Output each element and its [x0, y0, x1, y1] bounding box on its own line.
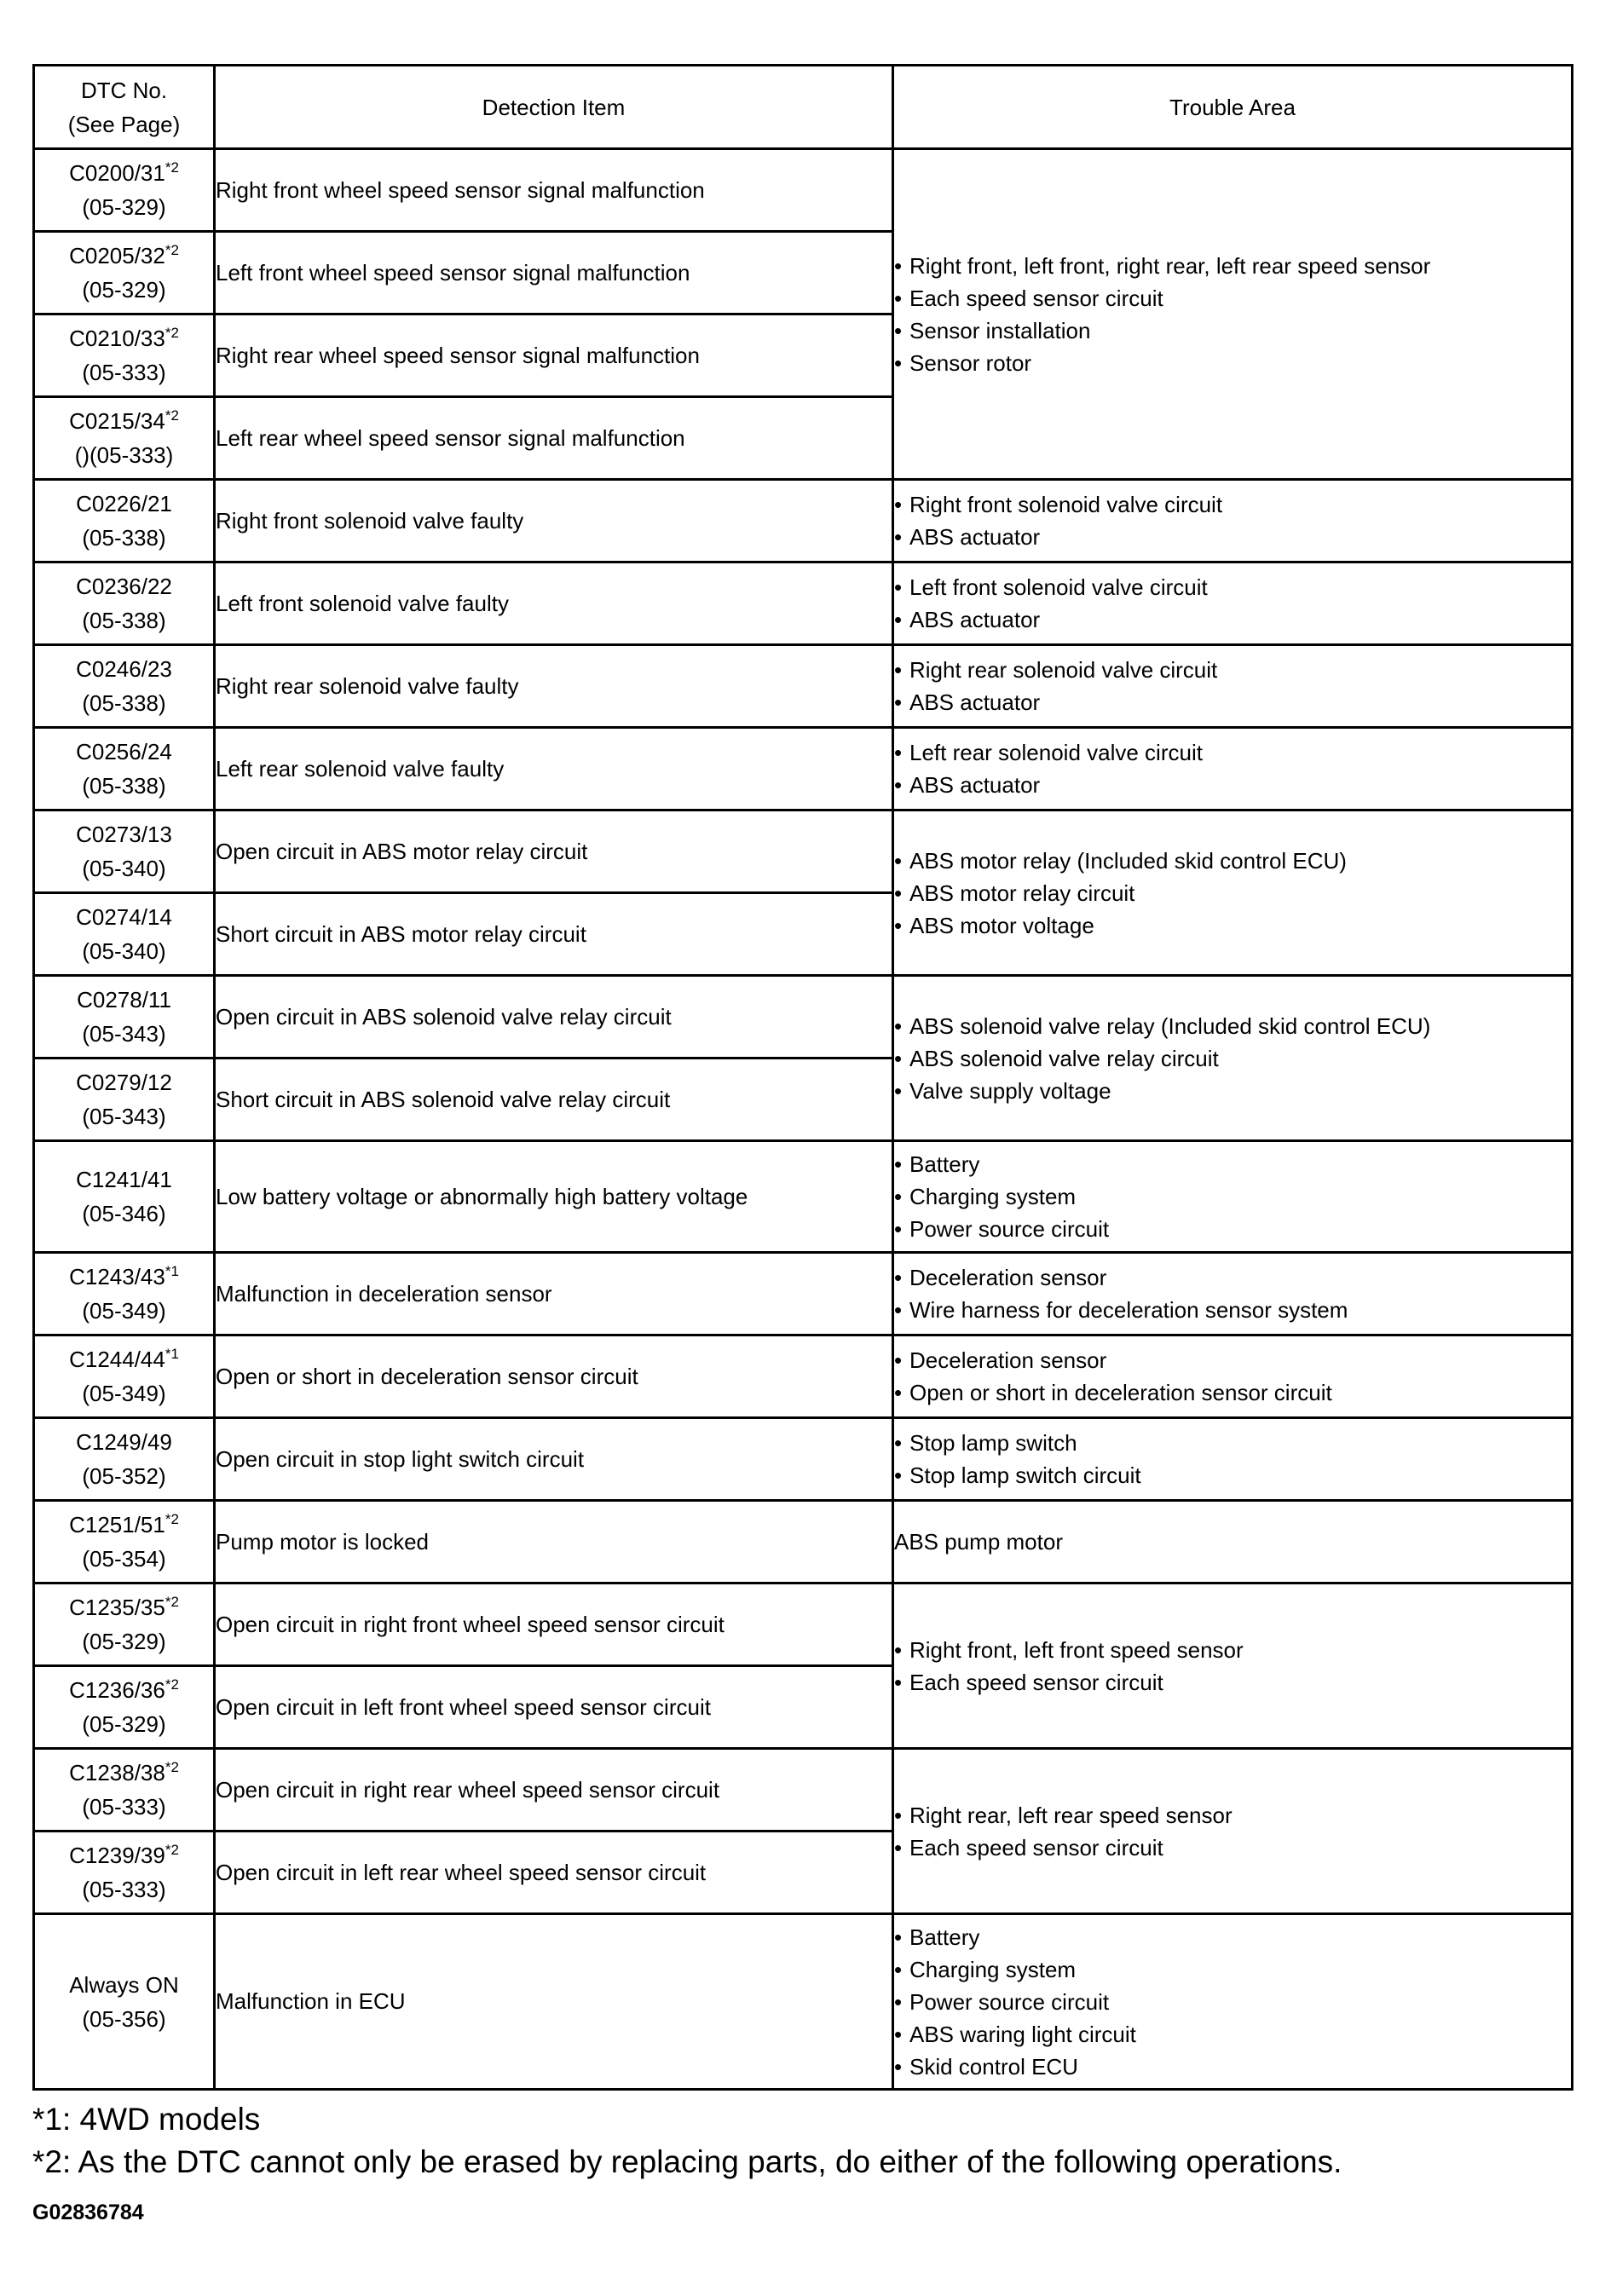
- see-page-ref: ()(05-333): [74, 442, 174, 468]
- table-row: [34, 1253, 1573, 1335]
- trouble-area-list: [894, 1799, 1571, 1864]
- detection-item-cell: Short circuit in ABS motor relay circuit: [215, 893, 893, 976]
- see-page-ref: (05-354): [82, 1546, 166, 1572]
- dtc-code-text: C1241/41: [76, 1167, 172, 1192]
- trouble-area-item: • ABS motor relay (Included skid control ECU): [894, 845, 1571, 877]
- see-page-ref: (05-340): [82, 856, 166, 881]
- trouble-area-item: • Left rear solenoid valve circuit: [894, 736, 1571, 769]
- trouble-area-item: • Each speed sensor circuit: [894, 282, 1571, 314]
- trouble-area-list: [894, 488, 1571, 553]
- dtc-code-text: C0279/12: [76, 1070, 172, 1095]
- dtc-code-cell: [34, 893, 215, 976]
- trouble-area-item: • Skid control ECU: [894, 2051, 1571, 2083]
- trouble-area-item: • Stop lamp switch circuit: [894, 1459, 1571, 1491]
- detection-item-cell: Left rear wheel speed sensor signal malfunction: [215, 397, 893, 480]
- see-page-ref: (05-329): [82, 1629, 166, 1654]
- trouble-area-cell: [893, 1253, 1573, 1335]
- detection-item-cell: Left rear solenoid valve faulty: [215, 728, 893, 811]
- table-row: [34, 480, 1573, 562]
- trouble-area-item: • Left front solenoid valve circuit: [894, 571, 1571, 603]
- trouble-area-item: • Power source circuit: [894, 1986, 1571, 2018]
- footnotes: [32, 2098, 1342, 2184]
- table-row: [34, 1584, 1573, 1666]
- trouble-area-item: • Deceleration sensor: [894, 1261, 1571, 1294]
- see-page-ref: (05-338): [82, 773, 166, 799]
- dtc-code-cell: [34, 728, 215, 811]
- trouble-area-item: • Charging system: [894, 1953, 1571, 1986]
- dtc-code: [35, 1342, 213, 1376]
- see-page-ref: (05-343): [82, 1104, 166, 1129]
- see-page-ref: (05-349): [82, 1381, 166, 1406]
- see-page-ref: (05-333): [82, 360, 166, 385]
- footnote-marker: *2: [165, 1594, 179, 1610]
- detection-item-cell: Right front wheel speed sensor signal malfunction: [215, 149, 893, 232]
- table-row: [34, 811, 1573, 893]
- trouble-area-list: [894, 250, 1571, 379]
- dtc-code: [35, 1425, 213, 1459]
- see-page-ref: (05-338): [82, 690, 166, 716]
- figure-id: G02836784: [32, 2201, 144, 2224]
- trouble-area-list: [894, 1344, 1571, 1409]
- trouble-area-list: [894, 845, 1571, 942]
- footnote-marker: *2: [165, 1842, 179, 1858]
- footnote-marker: *2: [165, 407, 179, 424]
- trouble-area-item: • Deceleration sensor: [894, 1344, 1571, 1376]
- trouble-area-list: [894, 1148, 1571, 1245]
- see-page-ref: (05-329): [82, 1711, 166, 1737]
- detection-item-cell: Open circuit in left front wheel speed sensor circuit: [215, 1666, 893, 1749]
- dtc-code-cell: [34, 1335, 215, 1418]
- trouble-area-item: • Power source circuit: [894, 1213, 1571, 1245]
- dtc-code-text: C1243/43: [69, 1264, 165, 1289]
- table-row: [34, 1335, 1573, 1418]
- trouble-area-cell: [893, 1418, 1573, 1501]
- dtc-code-text: C0205/32: [69, 243, 165, 268]
- dtc-code-cell: [34, 1832, 215, 1914]
- trouble-area-item: • Valve supply voltage: [894, 1075, 1571, 1107]
- table-row: [34, 1749, 1573, 1832]
- dtc-code: [35, 156, 213, 190]
- trouble-area-item: • Right front, left front, right rear, left rear speed sensor: [894, 250, 1571, 282]
- dtc-code: [35, 900, 213, 934]
- dtc-code: [35, 817, 213, 851]
- dtc-code-text: C0278/11: [77, 987, 171, 1012]
- table-row: [34, 976, 1573, 1059]
- dtc-code-text: Always ON: [69, 1971, 179, 1998]
- trouble-area-list: [894, 1634, 1571, 1699]
- dtc-code: [35, 321, 213, 355]
- dtc-code-text: C0210/33: [69, 326, 165, 351]
- trouble-area-list: [894, 1010, 1571, 1107]
- trouble-area-cell: [893, 1914, 1573, 2090]
- detection-item-cell: Open circuit in left rear wheel speed sensor circuit: [215, 1832, 893, 1914]
- dtc-code: [35, 1968, 213, 2002]
- dtc-code: [35, 983, 213, 1017]
- dtc-code-text: C0246/23: [76, 656, 172, 682]
- trouble-area-item: • ABS actuator: [894, 686, 1571, 718]
- detection-item-cell: Malfunction in ECU: [215, 1914, 893, 2090]
- trouble-area-item: • Wire harness for deceleration sensor system: [894, 1294, 1571, 1326]
- trouble-area-cell: [893, 480, 1573, 562]
- dtc-code-text: C0274/14: [76, 904, 172, 930]
- table-row: [34, 562, 1573, 645]
- dtc-code-cell: [34, 645, 215, 728]
- see-page-ref: (05-340): [82, 938, 166, 964]
- table-row: [34, 1141, 1573, 1253]
- detection-item-cell: Short circuit in ABS solenoid valve relay circuit: [215, 1059, 893, 1141]
- dtc-code: [35, 1162, 213, 1197]
- dtc-table: [32, 64, 1573, 2091]
- see-page-ref: (05-329): [82, 277, 166, 303]
- see-page-ref: (05-356): [82, 2005, 166, 2032]
- dtc-code: [35, 1065, 213, 1099]
- dtc-code-cell: [34, 1059, 215, 1141]
- footnote-1: *1: 4WD models: [32, 2102, 261, 2137]
- header-dtc-label: DTC No.: [80, 77, 168, 103]
- trouble-area-list: [894, 736, 1571, 801]
- detection-item-cell: Low battery voltage or abnormally high battery voltage: [215, 1141, 893, 1253]
- detection-item-cell: Open circuit in ABS solenoid valve relay circuit: [215, 976, 893, 1059]
- dtc-code-cell: [34, 480, 215, 562]
- footnote-marker: *2: [165, 159, 179, 176]
- detection-item-cell: Open circuit in right rear wheel speed sensor circuit: [215, 1749, 893, 1832]
- dtc-code-cell: [34, 1141, 215, 1253]
- dtc-code: [35, 487, 213, 521]
- dtc-code: [35, 569, 213, 603]
- dtc-code-text: C0226/21: [76, 491, 172, 516]
- dtc-code-cell: [34, 1584, 215, 1666]
- trouble-area-item: • Right front solenoid valve circuit: [894, 488, 1571, 521]
- header-see-page-label: (See Page): [67, 111, 181, 137]
- trouble-area-item: • ABS waring light circuit: [894, 2018, 1571, 2051]
- trouble-area-item: • Battery: [894, 1148, 1571, 1180]
- trouble-area-item: • ABS actuator: [894, 521, 1571, 553]
- trouble-area-item: • Open or short in deceleration sensor circuit: [894, 1376, 1571, 1409]
- dtc-code-text: C1239/39: [69, 1843, 165, 1868]
- see-page-ref: (05-338): [82, 608, 166, 633]
- trouble-area-cell: [893, 562, 1573, 645]
- dtc-code: [35, 652, 213, 686]
- trouble-area-cell: [893, 1584, 1573, 1749]
- table-row: [34, 149, 1573, 232]
- trouble-area-cell: ABS pump motor: [893, 1501, 1573, 1584]
- trouble-area-item: • Each speed sensor circuit: [894, 1832, 1571, 1864]
- dtc-code: [35, 735, 213, 769]
- detection-item-cell: Open circuit in right front wheel speed sensor circuit: [215, 1584, 893, 1666]
- trouble-area-item: • ABS motor voltage: [894, 909, 1571, 942]
- see-page-ref: (05-343): [82, 1021, 166, 1047]
- detection-item-cell: Right rear wheel speed sensor signal malfunction: [215, 314, 893, 397]
- trouble-area-item: • Sensor installation: [894, 314, 1571, 347]
- trouble-area-cell: [893, 1335, 1573, 1418]
- detection-item-cell: Malfunction in deceleration sensor: [215, 1253, 893, 1335]
- dtc-code-cell: [34, 562, 215, 645]
- trouble-area-item: • Each speed sensor circuit: [894, 1666, 1571, 1699]
- dtc-code-cell: [34, 314, 215, 397]
- table-row: [34, 1501, 1573, 1584]
- detection-item-cell: Right rear solenoid valve faulty: [215, 645, 893, 728]
- see-page-ref: (05-352): [82, 1463, 166, 1489]
- dtc-code: [35, 1673, 213, 1707]
- trouble-area-item: • ABS actuator: [894, 769, 1571, 801]
- footnote-marker: *2: [165, 1511, 179, 1527]
- trouble-area-item: • Battery: [894, 1921, 1571, 1953]
- dtc-code-text: C1251/51: [69, 1512, 165, 1537]
- trouble-area-item: • Right rear solenoid valve circuit: [894, 654, 1571, 686]
- dtc-code: [35, 1590, 213, 1624]
- footnote-2: *2: As the DTC cannot only be erased by replacing parts, do either of the following operations.: [32, 2144, 1342, 2179]
- see-page-ref: (05-333): [82, 1877, 166, 1902]
- trouble-area-item: • Sensor rotor: [894, 347, 1571, 379]
- trouble-area-item: • ABS solenoid valve relay circuit: [894, 1042, 1571, 1075]
- trouble-area-cell: [893, 1749, 1573, 1914]
- trouble-area-cell: [893, 976, 1573, 1141]
- trouble-area-list: [894, 1921, 1571, 2083]
- dtc-code: [35, 239, 213, 273]
- trouble-area-item: • ABS actuator: [894, 603, 1571, 636]
- dtc-code-text: C0200/31: [69, 160, 165, 186]
- dtc-code-cell: [34, 1914, 215, 2090]
- table-row: [34, 645, 1573, 728]
- trouble-area-cell: [893, 728, 1573, 811]
- dtc-code-cell: [34, 232, 215, 314]
- trouble-area-cell: [893, 1141, 1573, 1253]
- detection-item-cell: Open circuit in stop light switch circuit: [215, 1418, 893, 1501]
- dtc-code-cell: [34, 1418, 215, 1501]
- trouble-area-item: • Charging system: [894, 1180, 1571, 1213]
- dtc-code-text: C0256/24: [76, 739, 172, 764]
- dtc-code: [35, 1756, 213, 1790]
- trouble-area-item: • ABS solenoid valve relay (Included skid control ECU): [894, 1010, 1571, 1042]
- dtc-code-text: C1236/36: [69, 1677, 165, 1703]
- dtc-code-text: C0236/22: [76, 574, 172, 599]
- footnote-marker: *1: [165, 1263, 179, 1279]
- dtc-code-text: C1244/44: [69, 1347, 165, 1372]
- dtc-code-text: C0215/34: [69, 408, 165, 434]
- table-row: [34, 728, 1573, 811]
- see-page-ref: (05-338): [82, 525, 166, 551]
- trouble-area-list: [894, 1261, 1571, 1326]
- dtc-code: [35, 1838, 213, 1872]
- trouble-area-item: • Right rear, left rear speed sensor: [894, 1799, 1571, 1832]
- trouble-area-list: [894, 571, 1571, 636]
- trouble-area-cell: [893, 811, 1573, 976]
- footnote-marker: *2: [165, 1759, 179, 1775]
- trouble-area-list: [894, 1427, 1571, 1491]
- footnote-marker: *2: [165, 325, 179, 341]
- dtc-code: [35, 404, 213, 438]
- footnote-marker: *1: [165, 1346, 179, 1362]
- dtc-code-cell: [34, 1253, 215, 1335]
- dtc-code-cell: [34, 811, 215, 893]
- see-page-ref: (05-333): [82, 1794, 166, 1820]
- dtc-code-cell: [34, 976, 215, 1059]
- header-trouble-area: Trouble Area: [893, 66, 1573, 149]
- see-page-ref: (05-346): [82, 1201, 166, 1226]
- header-dtc-no: [34, 66, 215, 149]
- table-row: [34, 1418, 1573, 1501]
- dtc-code-cell: [34, 397, 215, 480]
- detection-item-cell: Right front solenoid valve faulty: [215, 480, 893, 562]
- trouble-area-item: • Right front, left front speed sensor: [894, 1634, 1571, 1666]
- dtc-code-cell: [34, 1501, 215, 1584]
- see-page-ref: (05-329): [82, 194, 166, 220]
- detection-item-cell: Open circuit in ABS motor relay circuit: [215, 811, 893, 893]
- trouble-area-item: • ABS motor relay circuit: [894, 877, 1571, 909]
- table-row: [34, 1914, 1573, 2090]
- dtc-code: [35, 1508, 213, 1542]
- dtc-code-cell: [34, 149, 215, 232]
- trouble-area-list: [894, 654, 1571, 718]
- dtc-code-text: C1235/35: [69, 1595, 165, 1620]
- detection-item-cell: Open or short in deceleration sensor circuit: [215, 1335, 893, 1418]
- trouble-area-cell: [893, 645, 1573, 728]
- dtc-code-cell: [34, 1749, 215, 1832]
- dtc-code-text: C1238/38: [69, 1760, 165, 1785]
- detection-item-cell: Left front solenoid valve faulty: [215, 562, 893, 645]
- detection-item-cell: Pump motor is locked: [215, 1501, 893, 1584]
- dtc-code-text: C0273/13: [76, 822, 172, 847]
- trouble-area-item: • Stop lamp switch: [894, 1427, 1571, 1459]
- detection-item-cell: Left front wheel speed sensor signal malfunction: [215, 232, 893, 314]
- header-detection-item: Detection Item: [215, 66, 893, 149]
- dtc-code-cell: [34, 1666, 215, 1749]
- trouble-area-cell: [893, 149, 1573, 480]
- footnote-marker: *2: [165, 242, 179, 258]
- see-page-ref: (05-349): [82, 1298, 166, 1324]
- dtc-code: [35, 1260, 213, 1294]
- dtc-code-text: C1249/49: [76, 1429, 172, 1455]
- footnote-marker: *2: [165, 1676, 179, 1693]
